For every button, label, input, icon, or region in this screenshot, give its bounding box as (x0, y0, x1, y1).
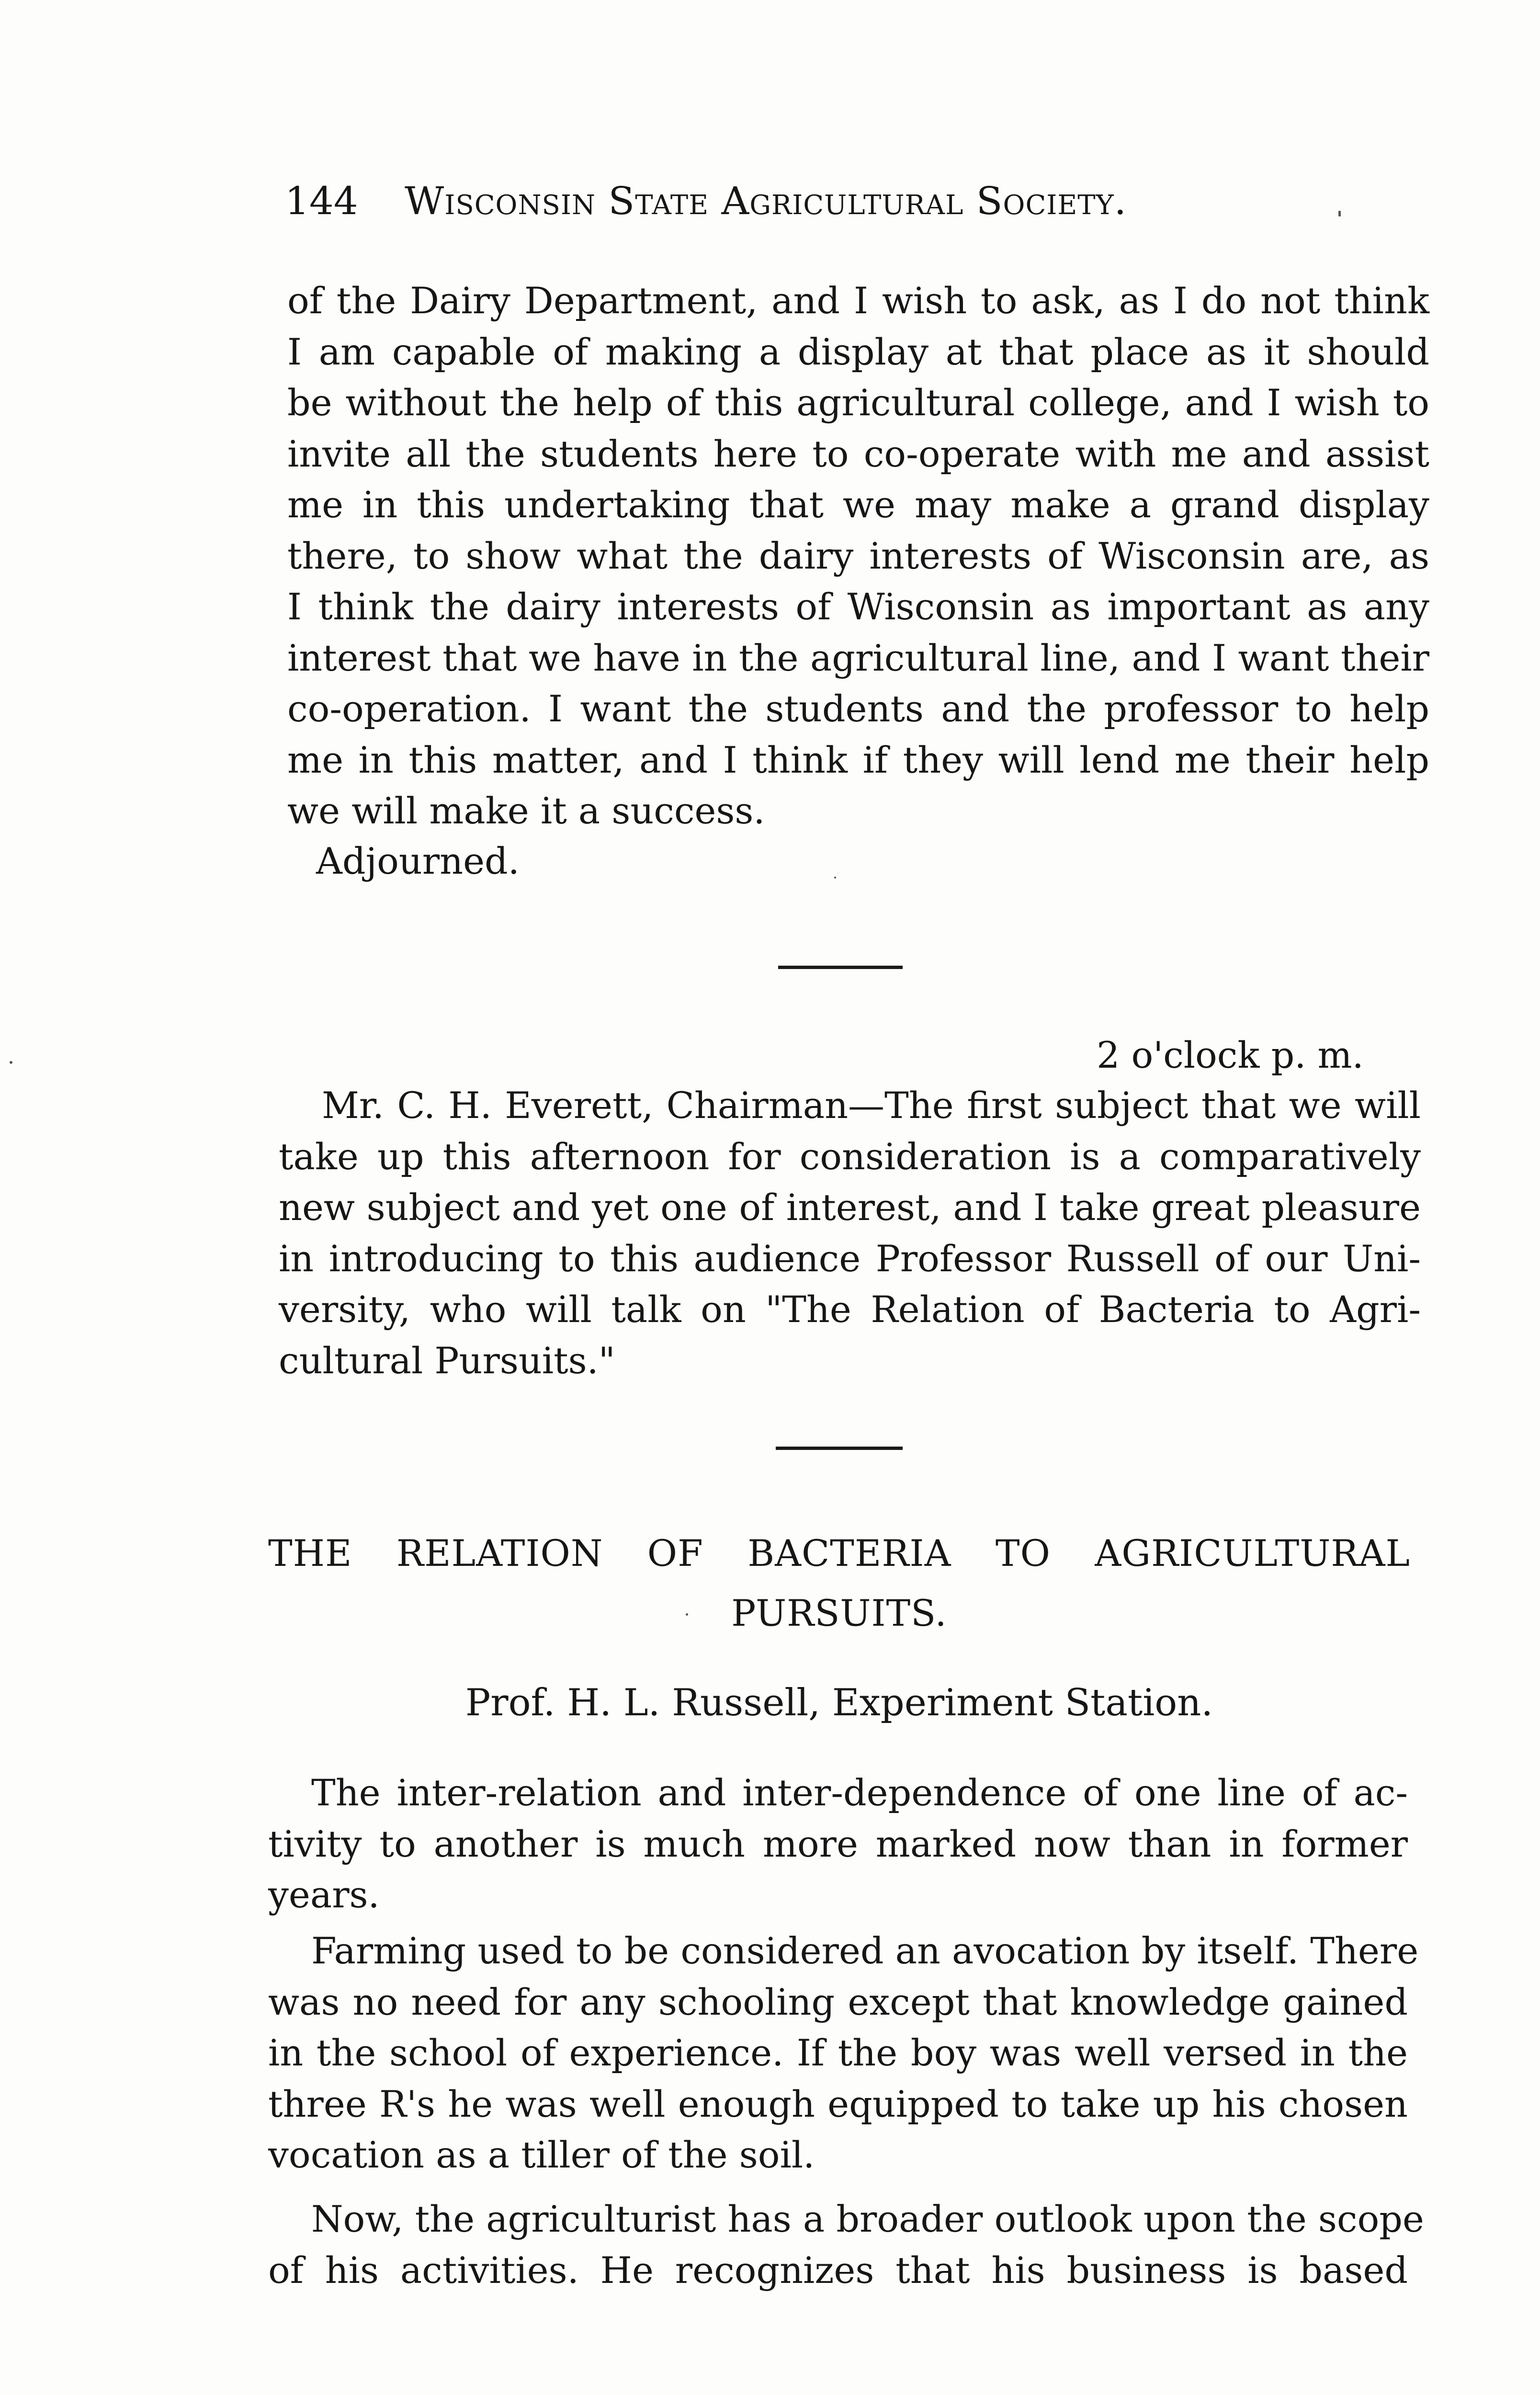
section-divider (778, 966, 903, 969)
scan-speck (686, 1613, 688, 1616)
running-title: Wisconsin State Agricultural Society. (405, 179, 1127, 223)
paragraph-farming (268, 1926, 1419, 2181)
article-heading-line: THE RELATION OF BACTERIA TO AGRICULTURAL (268, 1532, 1410, 1574)
text-line: interest that we have in the agricultural line, and I want their (287, 636, 1429, 679)
text-line: new subject and yet one of interest, and I take great pleasure (279, 1186, 1421, 1229)
session-time: 2 o'clock p. m. (1097, 1034, 1364, 1076)
article-heading (268, 1523, 1410, 1643)
text-line: be without the help of this agricultural college, and I wish to (287, 381, 1429, 424)
author-byline: Prof. H. L. Russell, Experiment Station. (465, 1681, 1213, 1724)
text-line: I think the dairy interests of Wisconsin as important as any (287, 585, 1429, 628)
text-line: cultural Pursuits." (279, 1339, 615, 1382)
text-line: Now, the agriculturist has a broader outlook upon the scope (311, 2198, 1424, 2240)
page-number: 144 (285, 179, 358, 223)
text-line: in introducing to this audience Professor Russell of our Uni- (279, 1237, 1421, 1280)
text-line: in the school of experience. If the boy was well versed in the (268, 2031, 1408, 2074)
scan-speck (1338, 211, 1341, 217)
text-line: tivity to another is much more marked now than in former (268, 1822, 1408, 1865)
text-line: me in this matter, and I think if they will lend me their help (287, 738, 1429, 781)
scan-speck (10, 1061, 12, 1064)
text-line: I am capable of making a display at that place as it should (287, 330, 1429, 373)
page-header (285, 175, 1425, 228)
paragraph-chairman-introduction (279, 1080, 1421, 1386)
text-line: vocation as a tiller of the soil. (268, 2133, 815, 2176)
scan-speck (834, 877, 836, 878)
text-line: three R's he was well enough equipped to take up his chosen (268, 2082, 1408, 2125)
text-line: versity, who will talk on "The Relation of Bacteria to Agri- (279, 1288, 1421, 1331)
text-line: of his activities. He recognizes that his business is based (268, 2248, 1408, 2292)
text-line: there, to show what the dairy interests of Wisconsin are, as (287, 534, 1429, 577)
text-line: was no need for any schooling except that knowledge gained (268, 1980, 1408, 2023)
adjourned-text: Adjourned. (316, 840, 520, 882)
text-line: invite all the students here to co-operate with me and assist (287, 432, 1429, 475)
text-line: me in this undertaking that we may make a grand display (287, 483, 1429, 526)
paragraph-agriculturist (268, 2194, 1424, 2296)
text-line: we will make it a success. (287, 789, 765, 832)
text-line: Mr. C. H. Everett, Chairman—The first subject that we will (322, 1084, 1421, 1127)
text-line: co-operation. I want the students and the professor to help (287, 687, 1429, 730)
text-line: The inter-relation and inter-dependence of one line of ac- (311, 1771, 1408, 1814)
text-line: of the Dairy Department, and I wish to ask, as I do not think (287, 279, 1429, 322)
paragraph-inter-relation (268, 1768, 1408, 1921)
text-line: take up this afternoon for consideration is a comparatively (279, 1135, 1421, 1178)
text-line: Farming used to be considered an avocation by itself. There (311, 1929, 1419, 1972)
article-heading-line: PURSUITS. (731, 1592, 947, 1634)
text-line: years. (268, 1873, 380, 1916)
section-divider (776, 1447, 903, 1450)
paragraph-dairy-department (287, 275, 1429, 837)
